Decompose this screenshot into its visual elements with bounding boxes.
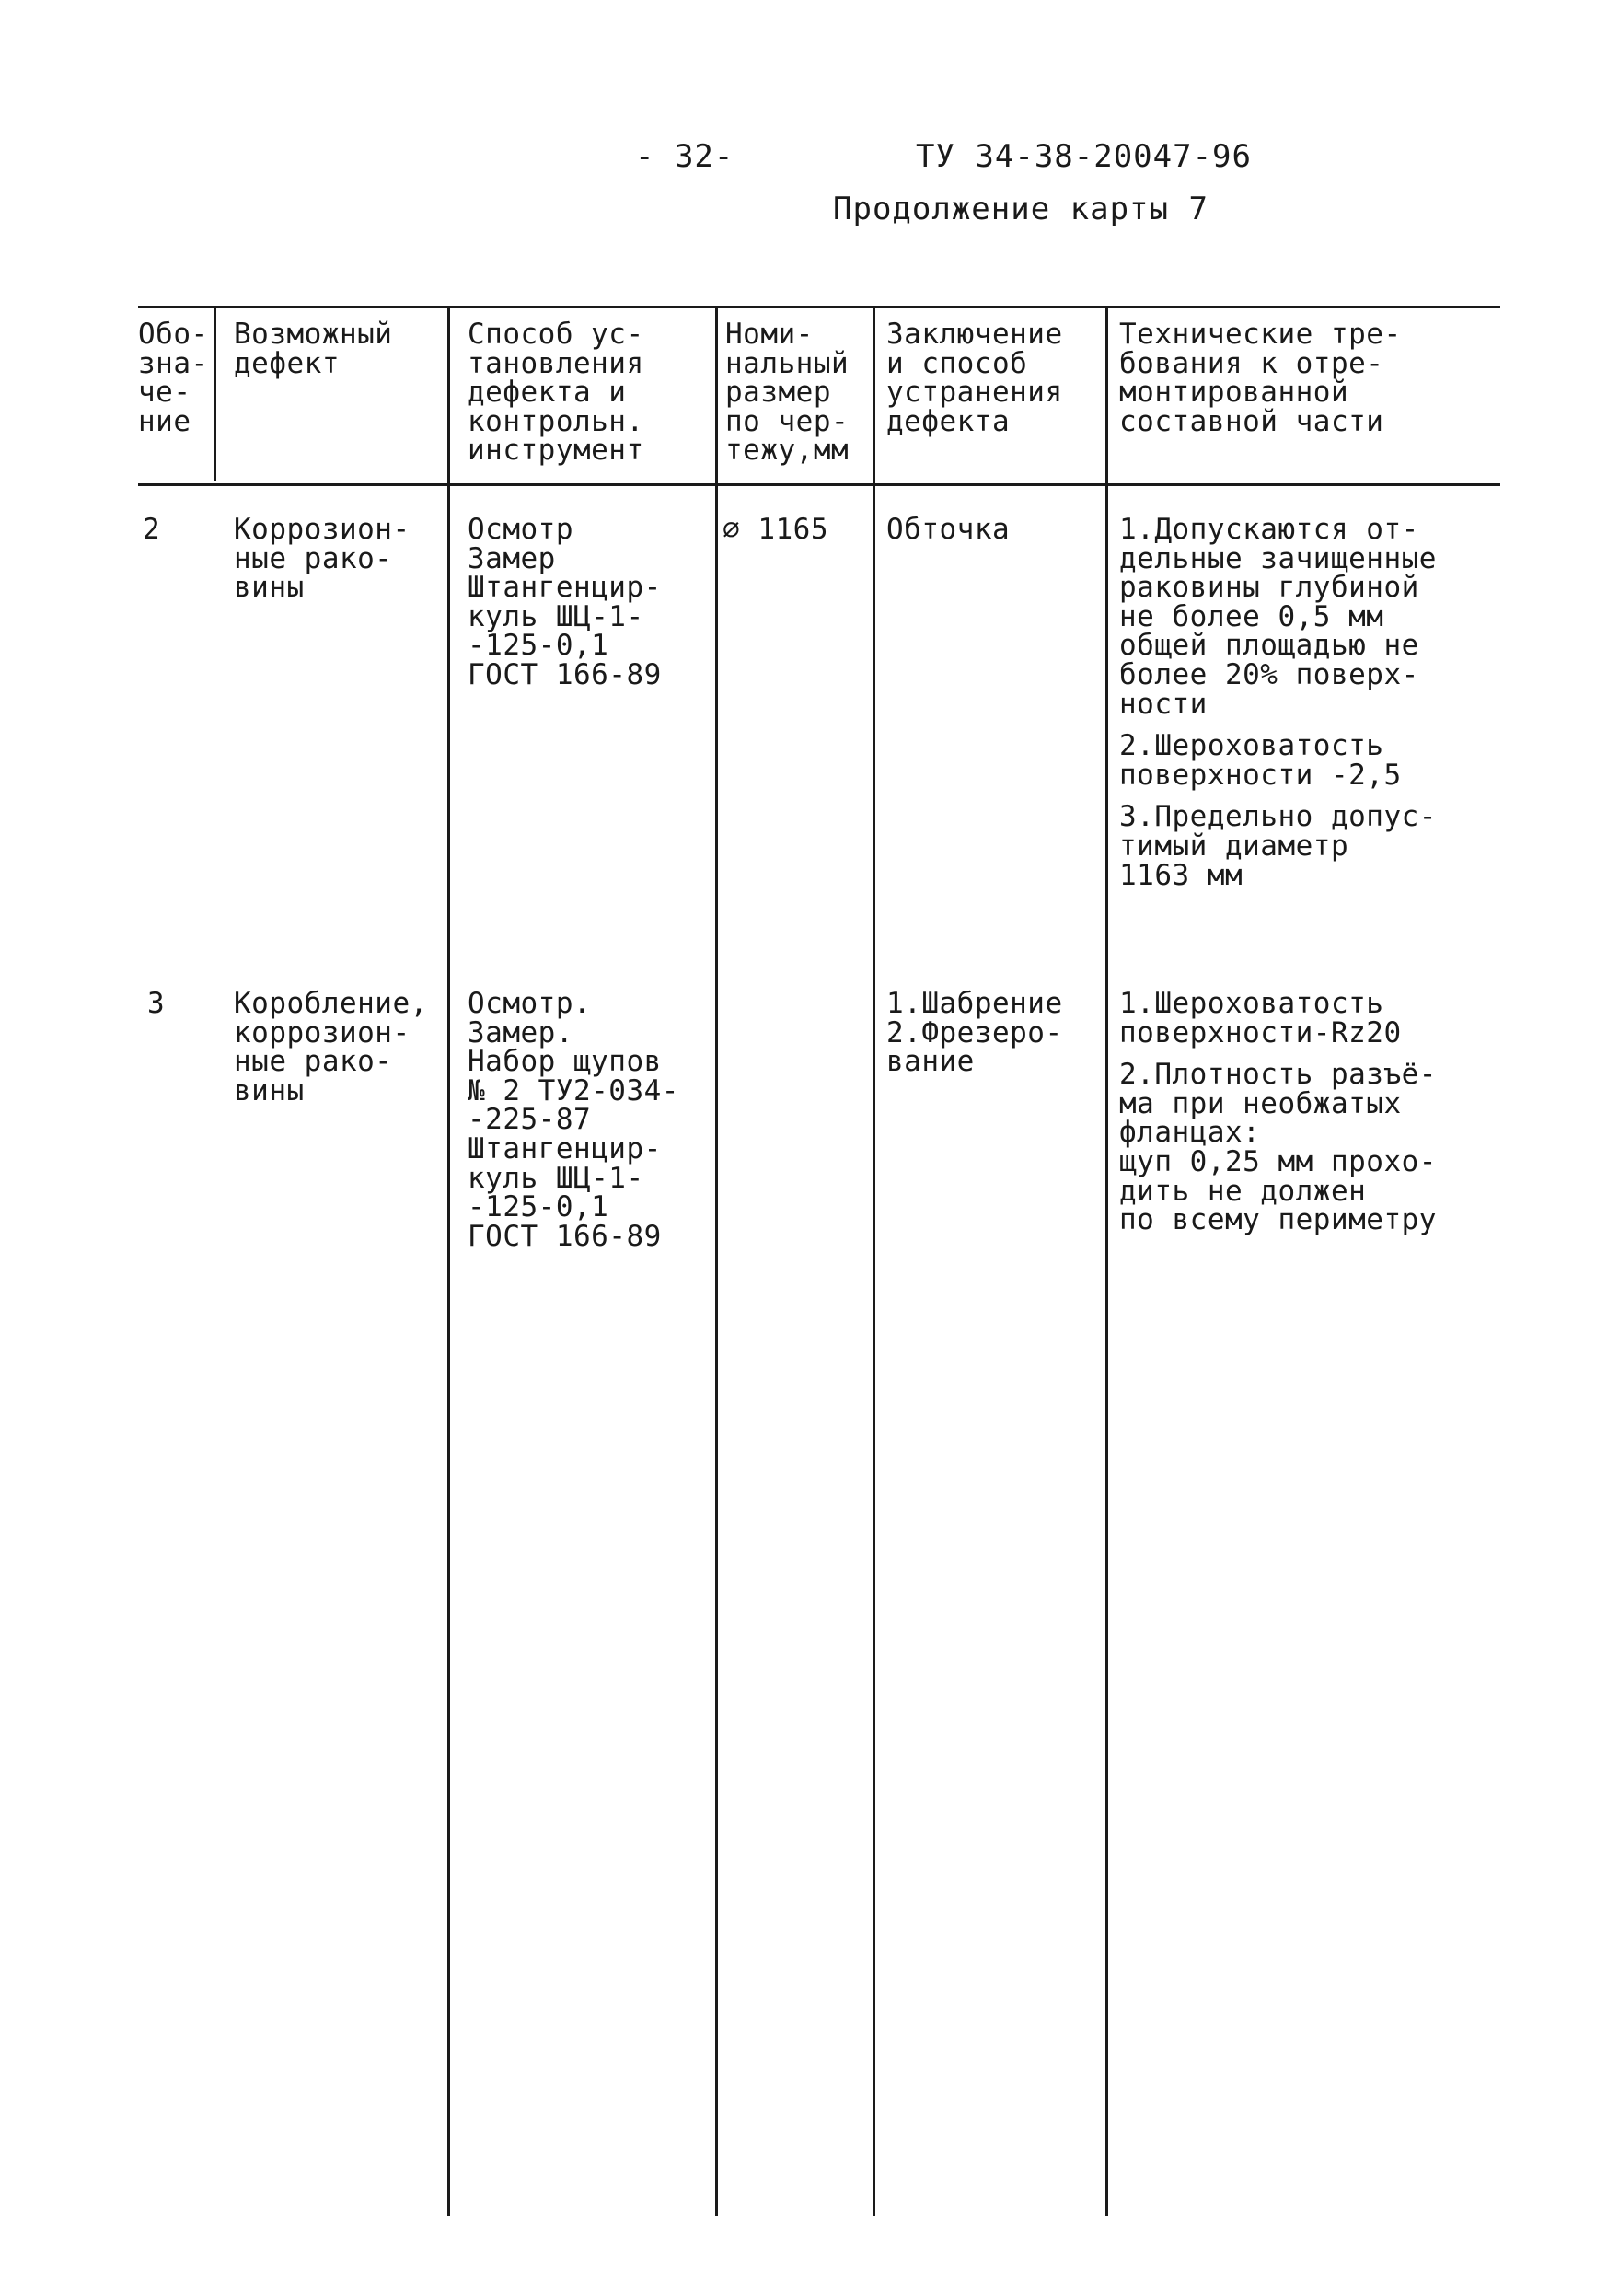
header-conclusion: Заключение и способ устранения дефекта xyxy=(886,318,1063,438)
requirement-item: 1.Допускаются от- дельные зачищенные раковины глубиной не более 0,5 мм общей площадью не более 20% поверх- ности xyxy=(1119,513,1437,721)
column-divider-4 xyxy=(873,306,875,2216)
header-designation: Обо- зна- че- ние xyxy=(138,318,209,438)
column-divider-5 xyxy=(1105,306,1108,2216)
row-defect: Коробление, коррозион- ные рако- вины xyxy=(234,987,428,1107)
header-bottom-border xyxy=(138,483,1500,486)
header-nominal-size: Номи- нальный размер по чер- тежу,мм xyxy=(725,318,850,468)
header-defect: Возможный дефект xyxy=(234,318,393,380)
row-requirements xyxy=(1119,513,1437,892)
requirement-item: 2.Плотность разъё- ма при необжатых фланцах: щуп 0,25 мм прохо- дить не должен по всему периметру xyxy=(1119,1058,1437,1237)
row-conclusion: 1.Шабрение 2.Фрезеро- вание xyxy=(886,987,1063,1079)
requirement-item: 3.Предельно допус- тимый диаметр 1163 мм xyxy=(1119,800,1437,892)
row-conclusion: Обточка xyxy=(886,513,1011,546)
table-top-border xyxy=(138,306,1500,308)
row-method: Осмотр. Замер. Набор щупов № 2 ТУ2-034- -225-87 Штангенцир- куль ШЦ-1- -125-0,1 ГОСТ 166-89 xyxy=(468,987,679,1253)
row-defect: Коррозион- ные рако- вины xyxy=(234,513,411,605)
header-method: Способ ус- тановления дефекта и контрольн. инструмент xyxy=(468,318,644,468)
row-requirements xyxy=(1119,987,1437,1237)
column-divider-3 xyxy=(715,306,718,2216)
requirement-item: 1.Шероховатость поверхности-Rz20 xyxy=(1119,987,1402,1049)
continuation-title: Продолжение карты 7 xyxy=(833,191,1208,227)
header-requirements: Технические тре- бования к отре- монтированной составной части xyxy=(1119,318,1402,438)
requirement-item: 2.Шероховатость поверхности -2,5 xyxy=(1119,729,1402,792)
row-method: Осмотр Замер Штангенцир- куль ШЦ-1- -125-0,1 ГОСТ 166-89 xyxy=(468,513,662,692)
column-divider-2 xyxy=(447,306,450,2216)
row-designation: 3 xyxy=(147,987,166,1020)
row-nominal-size: ⌀ 1165 xyxy=(723,513,828,546)
document-code: ТУ 34-38-20047-96 xyxy=(916,138,1252,175)
row-designation: 2 xyxy=(143,513,161,546)
column-divider-1 xyxy=(214,306,216,481)
page-number: - 32- xyxy=(635,138,734,175)
